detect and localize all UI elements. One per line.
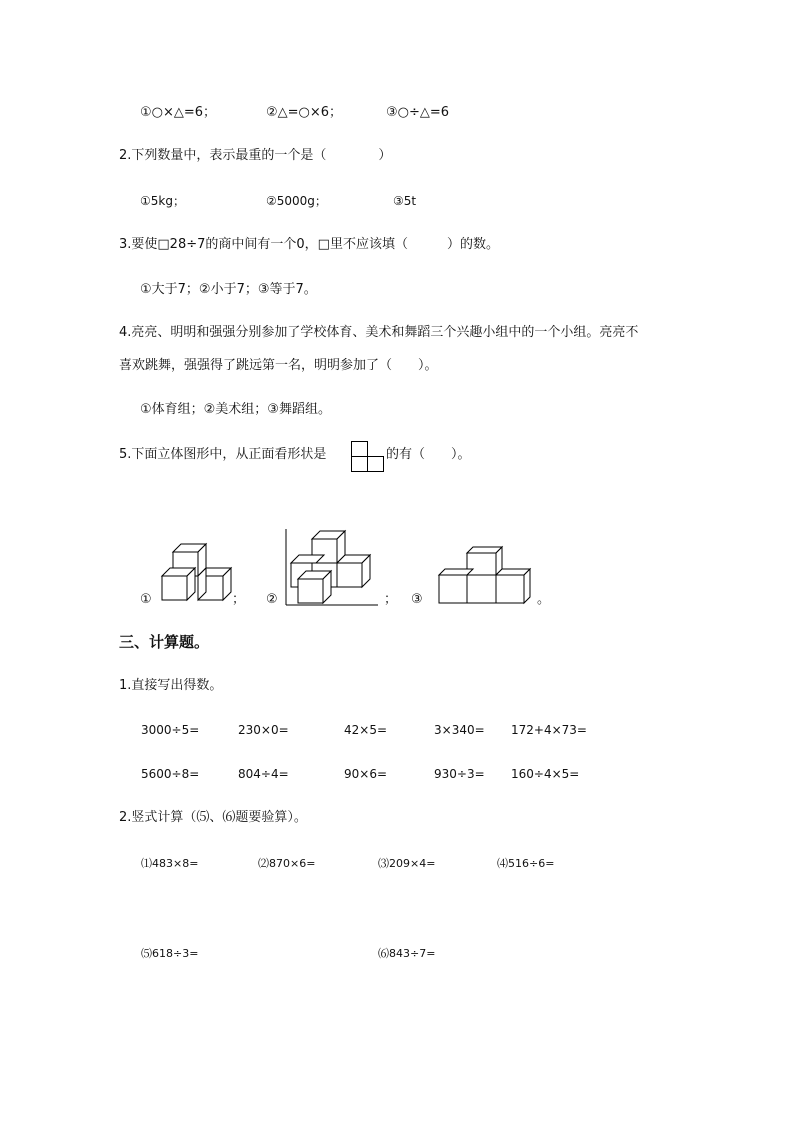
- q5-label-2: ②: [266, 592, 278, 607]
- calc2-item: ⑶209×4=: [378, 857, 436, 870]
- q2-stem: 2.下列数量中，表示最重的一个是（ ）: [119, 148, 392, 163]
- q1-option-1: ①○×△=6；: [140, 105, 217, 120]
- q4-stem-line1: 4.亮亮、明明和强强分别参加了学校体育、美术和舞蹈三个兴趣小组中的一个小组。亮亮不: [119, 325, 639, 340]
- calc1-item: 172+4×73=: [511, 723, 587, 737]
- section-title: 三、计算题。: [119, 633, 210, 651]
- calc2-item: ⑷516÷6=: [497, 857, 555, 870]
- q2-option-3: ③5t: [393, 194, 417, 208]
- q5-sep-1: ；: [232, 592, 246, 607]
- q5-sep-2: ；: [384, 592, 398, 607]
- q5-stem-after: 的有（ ）。: [386, 447, 471, 462]
- calc1-item: 230×0=: [238, 723, 289, 737]
- q5-label-1: ①: [140, 592, 152, 607]
- calc1-item: 42×5=: [344, 723, 388, 737]
- q1-option-2: ②△=○×6；: [266, 105, 343, 120]
- calc1-item: 90×6=: [344, 767, 388, 781]
- q2-option-1: ①5kg；: [140, 194, 185, 208]
- calc1-item: 3000÷5=: [141, 723, 200, 737]
- solid-figure-3: [436, 545, 536, 607]
- calc2-item: ⑹843÷7=: [378, 947, 436, 960]
- q3-stem: 3.要使□28÷7的商中间有一个0，□里不应该填（ ）的数。: [119, 237, 499, 252]
- q1-option-3: ③○÷△=6: [386, 105, 450, 120]
- solid-figure-1: [155, 540, 235, 606]
- calc1-item: 3×340=: [434, 723, 485, 737]
- calc1-item: 5600÷8=: [141, 767, 200, 781]
- solid-figure-2: [284, 527, 380, 607]
- calc2-item: ⑵870×6=: [258, 857, 316, 870]
- calc1-item: 930÷3=: [434, 767, 485, 781]
- calc2-item: ⑸618÷3=: [141, 947, 199, 960]
- q5-end: 。: [537, 592, 551, 607]
- front-view-shape-figure: [351, 441, 385, 473]
- calc1-item: 160÷4×5=: [511, 767, 580, 781]
- q4-stem-line2: 喜欢跳舞，强强得了跳远第一名，明明参加了（ ）。: [119, 358, 438, 373]
- calc2-item: ⑴483×8=: [141, 857, 199, 870]
- q5-stem-before: 5.下面立体图形中，从正面看形状是: [119, 447, 327, 462]
- calc1-title: 1.直接写出得数。: [119, 678, 223, 693]
- calc1-item: 804÷4=: [238, 767, 289, 781]
- calc2-title: 2.竖式计算（⑸、⑹题要验算）。: [119, 810, 307, 825]
- q4-options: ①体育组；②美术组；③舞蹈组。: [140, 402, 331, 417]
- q3-options: ①大于7；②小于7；③等于7。: [140, 282, 317, 297]
- q5-label-3: ③: [411, 592, 423, 607]
- q2-option-2: ②5000g；: [266, 194, 327, 208]
